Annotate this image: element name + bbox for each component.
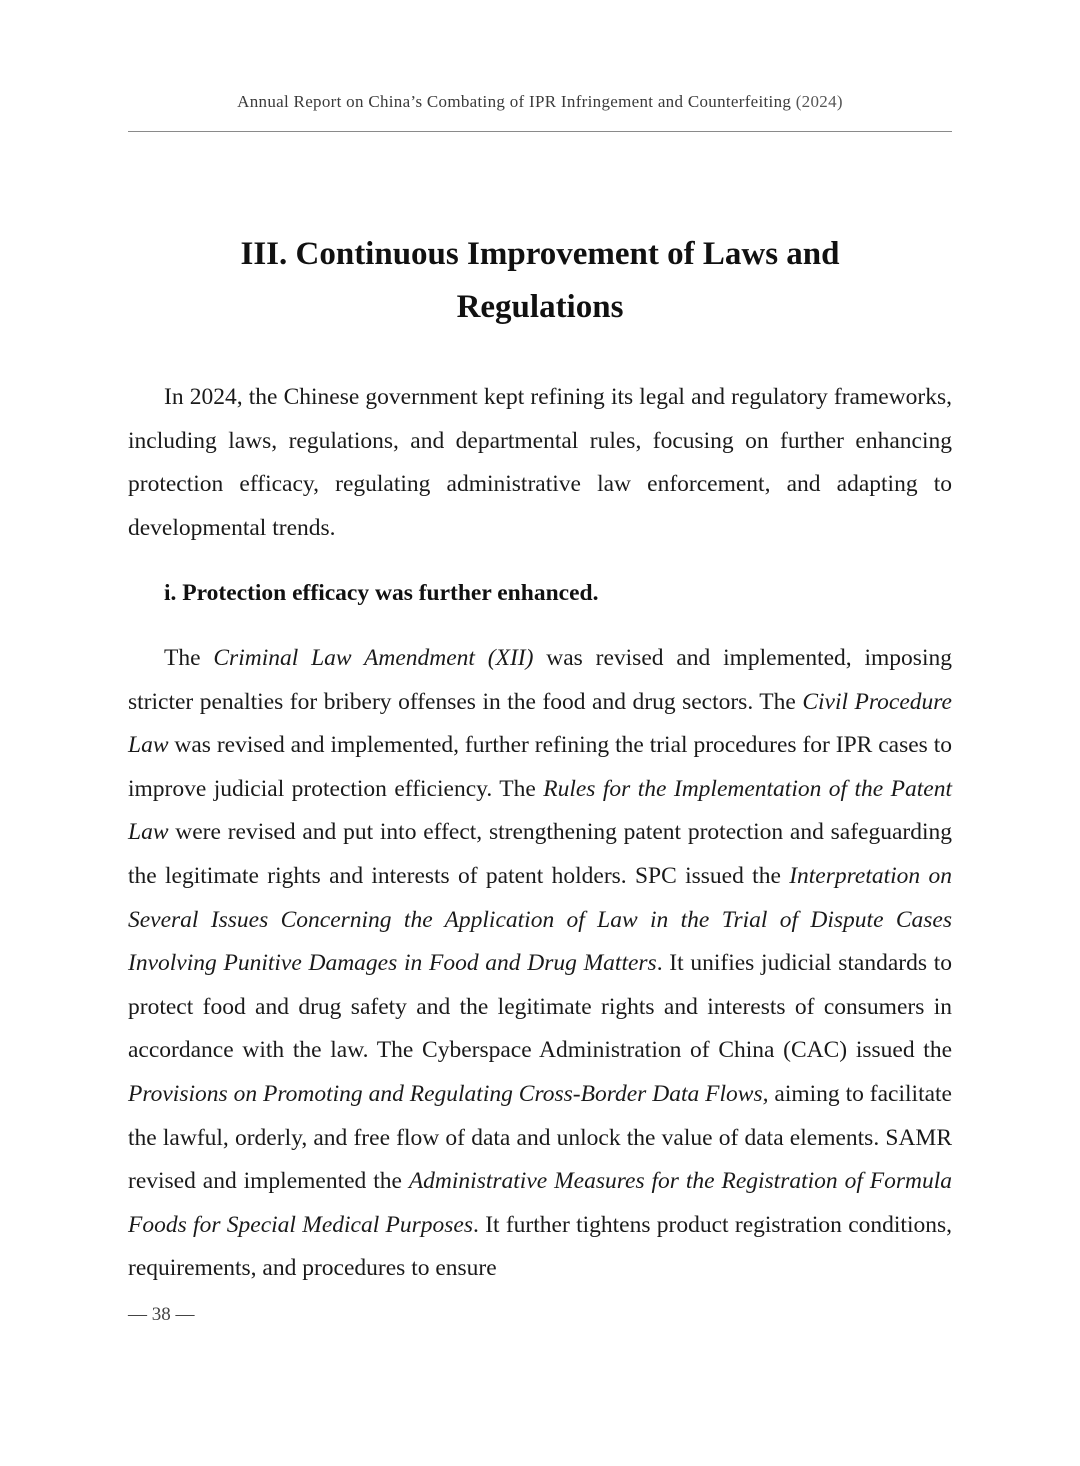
header-divider — [128, 131, 952, 132]
running-header-title: Annual Report on China’s Combating of IPR Infringement and Counterfeiting — [237, 92, 796, 111]
law-title-civil-procedure-law: Civil Procedure Law — [128, 688, 952, 759]
chapter-title-line2: Regulations — [456, 289, 624, 325]
text-run: were revised and put into effect, strengthening patent protection and safeguarding the legitimate rights and interests of patent holders. SPC issued the — [128, 819, 952, 889]
intro-paragraph: In 2024, the Chinese government kept refining its legal and regulatory frameworks, including laws, regulations, and departmental rules, focusing on further enhancing protection efficacy, regulating administrative law enforcement, and adapting to developmental trends. — [128, 384, 952, 541]
text-run: The — [164, 645, 214, 671]
text-run: . It further tightens product registration conditions, requirements, and procedures to ensure — [128, 1211, 952, 1282]
law-title-patent-law-rules: Rules for the Implementation of the Patent Law — [128, 775, 953, 846]
section-heading: i. Protection efficacy was further enhanced. — [164, 580, 599, 606]
page-number: — 38 — — [128, 1304, 195, 1325]
law-title-formula-foods-measures: Administrative Measures for the Registration of Formula Foods for Special Medical Purposes — [128, 1168, 953, 1238]
chapter-title — [128, 228, 952, 334]
law-title-criminal-law-amendment: Criminal Law Amendment (XII) — [213, 645, 534, 671]
law-title-cross-border-data-provisions: Provisions on Promoting and Regulating Cross-Border Data Flows, — [128, 1080, 769, 1107]
running-header-year: (2024) — [795, 92, 843, 111]
text-run: was revised and implemented, further refining the trial procedures for IPR cases to improve judicial protection efficiency. The — [128, 732, 952, 802]
body-paragraph — [128, 637, 952, 1291]
text-run: aiming to facilitate the lawful, orderly, and free flow of data and unlock the value of data elements. SAMR revised and implemented the — [128, 1080, 952, 1195]
chapter-title-line1: III. Continuous Improvement of Laws and — [240, 236, 840, 272]
text-run: was revised and implemented, imposing stricter penalties for bribery offenses in the food and drug sectors. The — [128, 645, 952, 715]
text-run: . It unifies judicial standards to protect food and drug safety and the legitimate rights and interests of consumers in accordance with the law. The Cyberspace Administration of China (CAC) issued the — [128, 950, 952, 1064]
running-header — [128, 92, 952, 112]
law-title-punitive-damages-interpretation: Interpretation on Several Issues Concerning the Application of Law in the Trial of Dispute Cases Involving Punitive Damages in Food and Drug Matters — [128, 862, 952, 977]
